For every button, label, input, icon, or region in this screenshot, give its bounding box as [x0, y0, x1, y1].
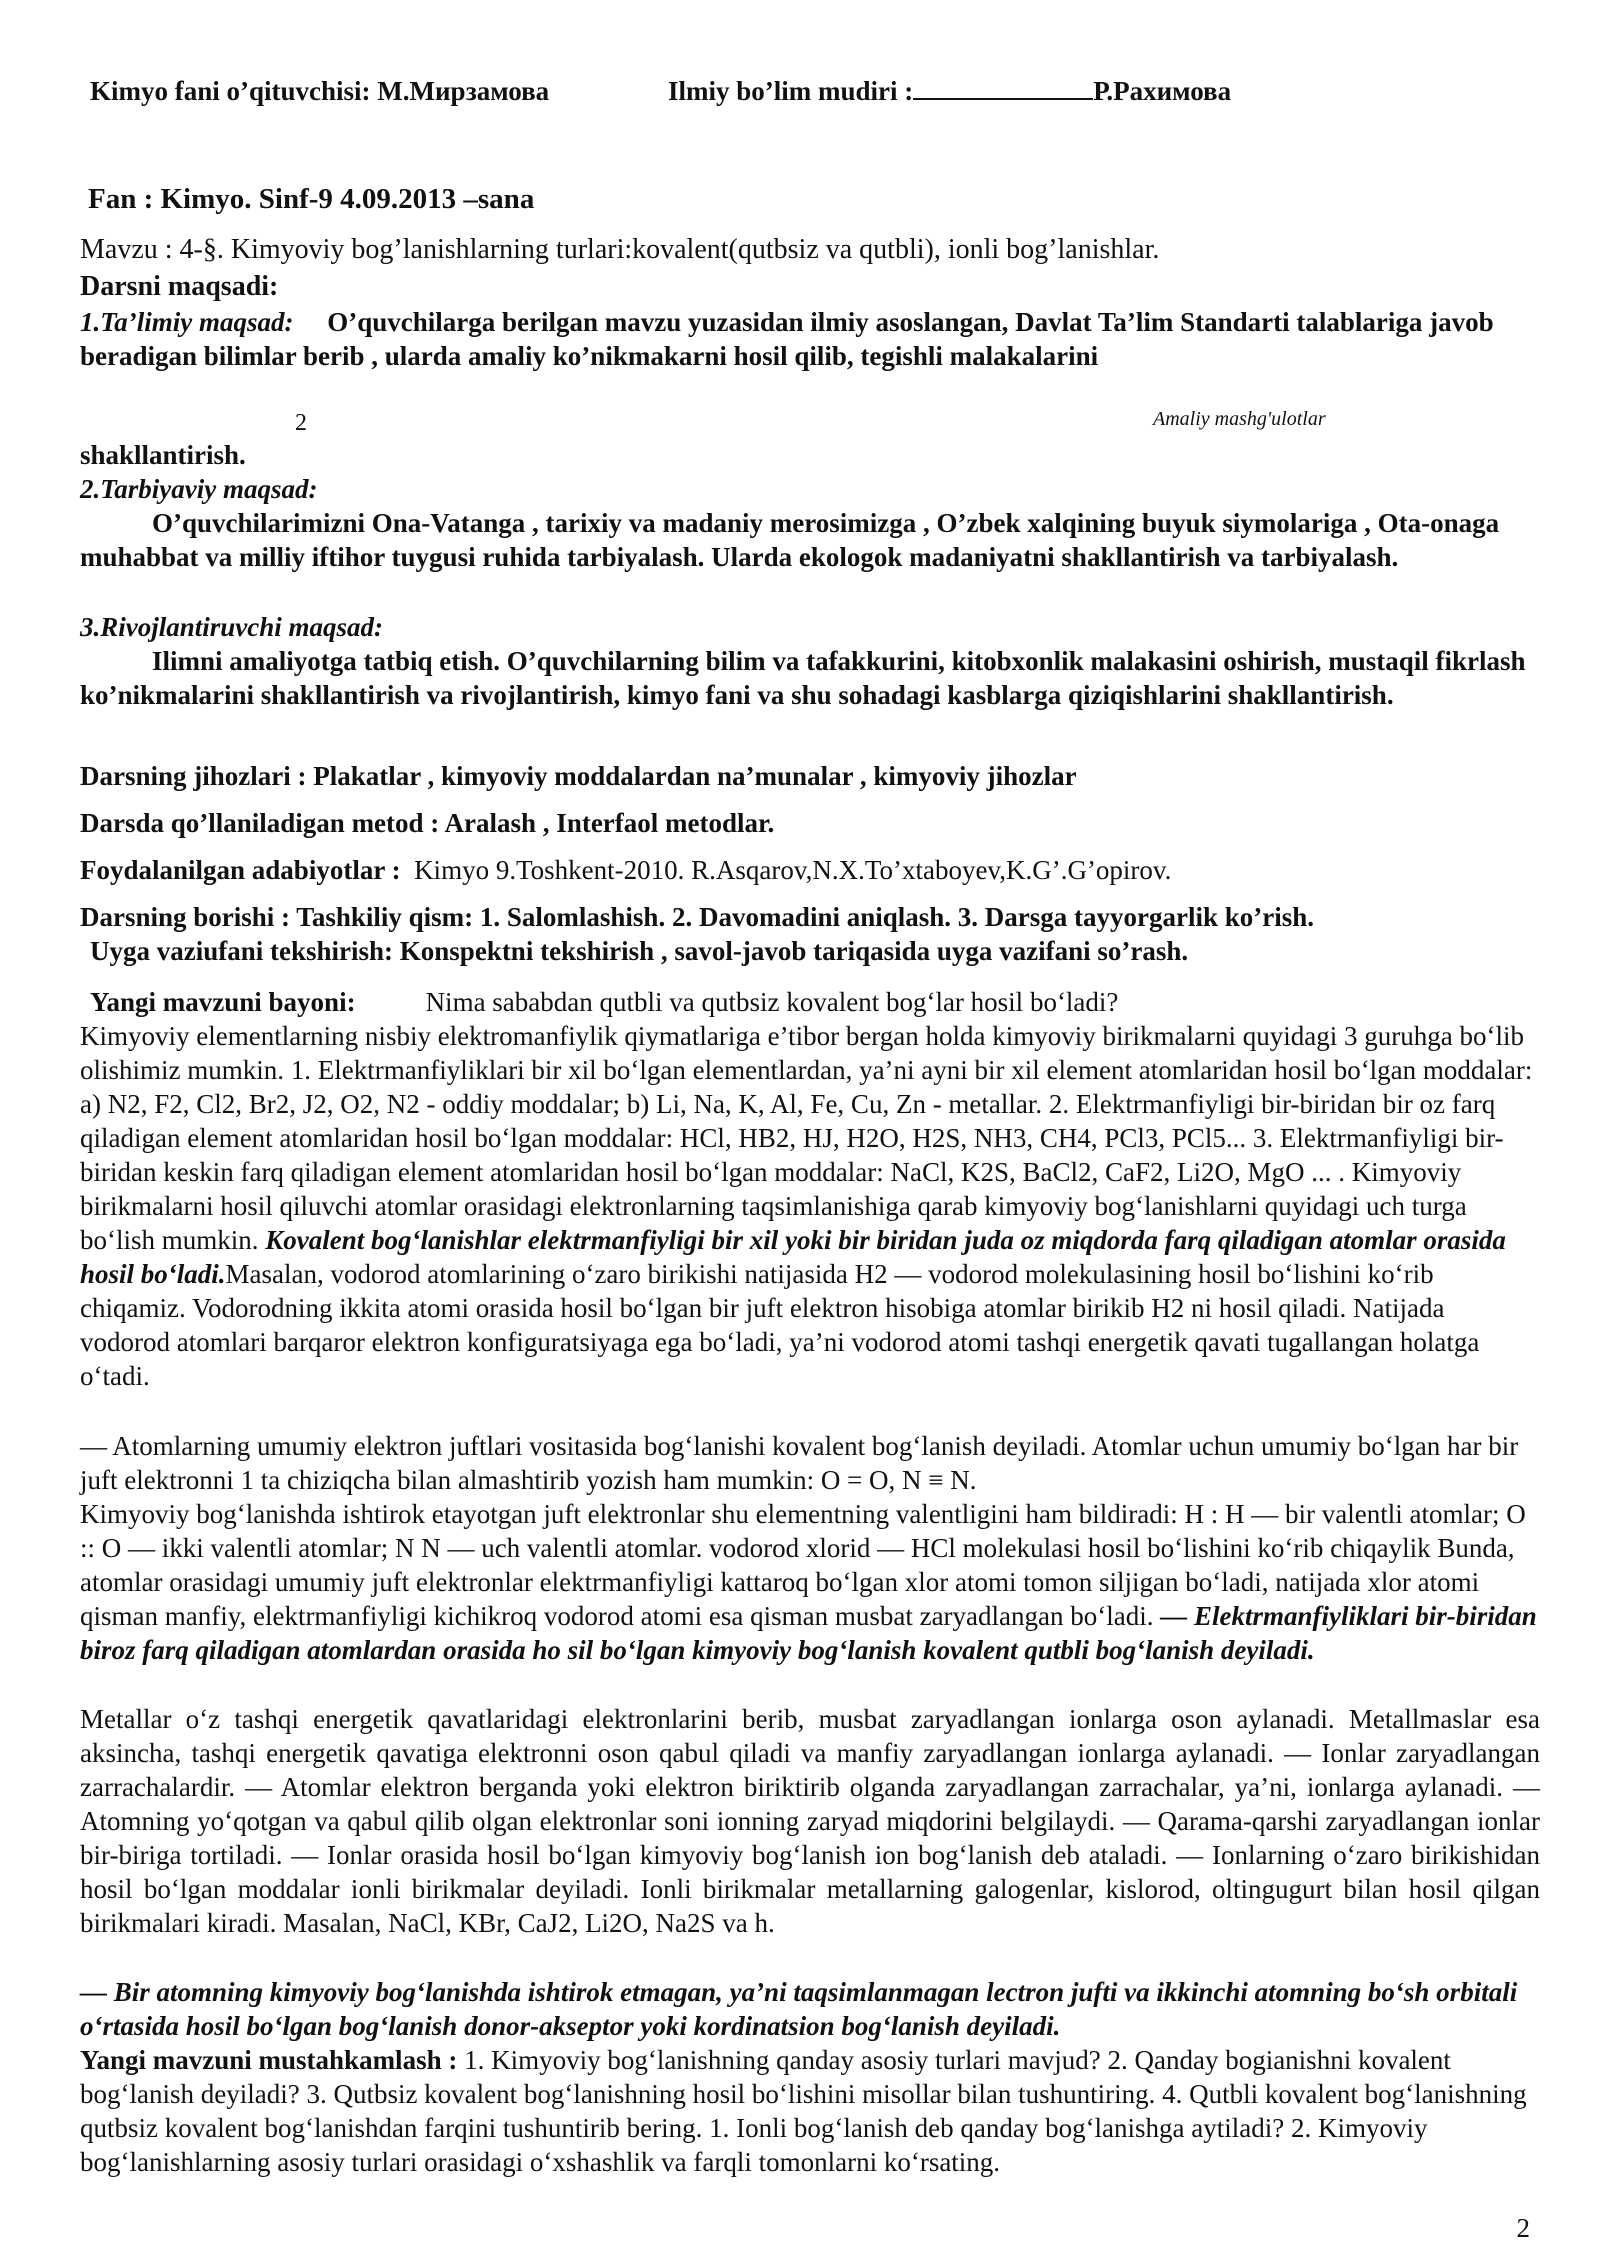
subject-line: Fan : Kimyo. Sinf-9 4.09.2013 –sana	[88, 183, 535, 215]
paragraph-3	[80, 1497, 1540, 1667]
signature-blank	[913, 76, 1093, 100]
goal-1-label: 1.Ta’limiy maqsad:	[80, 307, 294, 337]
page-number: 2	[1516, 2213, 1530, 2243]
goal-3-text: Ilimni amaliyotga tatbiq etish. O’quvchilarning bilim va tafakkurini, kitobxonlik malakasini oshirish, mustaqil fikrlash ko’nikmalarini shakllantirish va rivojlantirish, kimyo fani va shu sohadagi kasblarga qiziqishlarini shakllantirish.	[80, 646, 1526, 710]
overlay-label: Amaliy mashg'ulotlar	[1153, 408, 1326, 430]
goal-3-label: 3.Rivojlantiruvchi maqsad:	[80, 612, 384, 642]
literature-text: Kimyo 9.Toshkent-2010. R.Asqarov,N.X.To’xtaboyev,K.G’.G’opirov.	[414, 855, 1172, 885]
paragraph-1-definition: Kovalent bog‘lanishlar elektrmanfiyligi bir xil yoki bir biridan juda oz miqdorda farq qiladigan atomlar orasida hosil bo‘ladi.	[80, 1225, 1506, 1289]
review-text: 1. Kimyoviy bog‘lanishning qanday asosiy turlari mavjud? 2. Qanday bogianishni kovalent bog‘lanish deyiladi? 3. Qutbsiz kovalent bog‘lanishning hosil bo‘lishini misollar bilan tushuntiring. 4. Qutbli kovalent bog‘lanishning qutbsiz kovalent bog‘lanishdan farqini tushuntirib bering. 1. Ionli bog‘lanish deb qanday bog‘lanishga aytiladi? 2. Kimyoviy bog‘lanishlarning asosiy turlari orasidagi o‘xshashlik va farqli tomonlarni ko‘rsating.	[80, 2045, 1527, 2177]
goal-1-text: O’quvchilarga berilgan mavzu yuzasidan ilmiy asoslangan, Davlat Ta’lim Standarti talablariga javob beradigan bilimlar berib , ularda amaliy ko’nikmakarni hosil qilib, tegishli malakalarini	[80, 307, 1494, 371]
goal-2-label: 2.Tarbiyaviy maqsad:	[80, 474, 318, 504]
head-name: Р.Рахимова	[1093, 76, 1232, 106]
literature-line	[80, 853, 1540, 887]
literature-label: Foydalanilgan adabiyotlar :	[80, 855, 401, 885]
lesson-progress-line-1: Darsning borishi : Tashkiliy qism: 1. Salomlashish. 2. Davomadini aniqlash. 3. Darsga tayyorgarlik ko’rish.	[80, 902, 1315, 932]
header	[90, 76, 1232, 107]
paragraph-4: Metallar o‘z tashqi energetik qavatlaridagi elektronlarini berib, musbat zaryadlangan ionlarga oson aylanadi. Metallmaslar esa aksincha, tashqi energetik qavatiga elektronni oson qabul qiladi va manfiy zaryadlangan ionlarga aylanadi. — Ionlar zaryadlangan zarrachalardir. — Atomlar elektron berganda yoki elektron biriktirib olganda zaryadlangan zarrachalar, ya’ni, ionlarga aylanadi. — Atomning yo‘qotgan va qabul qilib olgan elektronlar soni ionning zaryad miqdorini belgilaydi. — Qarama-qarshi zaryadlangan ionlar bir-biriga tortiladi. — Ionlar orasida hosil bo‘lgan kimyoviy bog‘lanish ion bog‘lanish deb ataladi. — Ionlarning o‘zaro birikishidan hosil bo‘lgan moddalar ionli birikmalar deyiladi. Ionli birikmalar metallarning galogenlar, kislorod, oltingugurt bilan hosil qilgan birikmalari kiradi. Masalan, NaCl, KBr, CaJ2, Li2O, Na2S va h.	[80, 1704, 1540, 1938]
paragraph-3-text: Kimyoviy bog‘lanishda ishtirok etayotgan juft elektronlar shu elementning valentligini ham bildiradi: H : H — bir valentli atomlar; O :: O — ikki valentli atomlar; N N — uch valentli atomlar. vodorod xlorid — HCl molekulasi hosil bo‘lishini ko‘rib chiqaylik Bunda, atomlar orasidagi umumiy juft elektronlar elektrmanfiyligi kattaroq bo‘lgan xlor atomi tomon siljigan bo‘ladi, natijada xlor atomi qisman manfiy, elektrmanfiyligi kichikroq vodorod atomi esa qisman musbat zaryadlangan bo‘ladi.	[80, 1499, 1526, 1631]
goal-2-text: O’quvchilarimizni Ona-Vatanga , tarixiy va madaniy merosimizga , O’zbek xalqining buyuk siymolariga , Ota-onaga muhabbat va milliy iftihor tuygusi ruhida tarbiyalash. Ularda ekologok madaniyatni shakllantirish va tarbiyalash.	[80, 508, 1500, 572]
goal-1-tail: shakllantirish.	[80, 440, 246, 470]
new-topic-heading	[90, 985, 1550, 1019]
review-label: Yangi mavzuni mustahkamlash :	[80, 2045, 458, 2075]
topic-line: Mavzu : 4-§. Kimyoviy bog’lanishlarning turlari:kovalent(qutbsiz va qutbli), ionli bog’lanishlar.	[80, 234, 1160, 265]
lesson-progress-line-2: Uyga vaziufani tekshirish: Konspektni tekshirish , savol-javob tariqasida uyga vazifani so’rash.	[90, 936, 1189, 966]
head-label: Ilmiy bo’lim mudiri :	[668, 76, 914, 106]
goals-title: Darsni maqsadi:	[80, 271, 279, 302]
paragraph-3-definition: — Elektrmanfiyliklari bir-biridan biroz farq qiladigan atomlardan orasida ho sil bo‘lgan kimyoviy bog‘lanish kovalent qutbli bog‘lanish deyiladi.	[80, 1601, 1537, 1665]
new-topic-question: Nima sababdan qutbli va qutbsiz kovalent bog‘lar hosil bo‘ladi?	[425, 987, 1119, 1017]
paragraph-1-text: Kimyoviy elementlarning nisbiy elektromanfiylik qiymatlariga e’tibor bergan holda kimyoviy birikmalarni quyidagi 3 guruhga bo‘lib olishimiz mumkin. 1. Elektrmanfiyliklari bir xil bo‘lgan elementlardan, ya’ni ayni bir xil element atomlaridan hosil bo‘lgan moddalar: a) N2, F2, Cl2, Br2, J2, O2, N2 - oddiy moddalar; b) Li, Na, K, Al, Fe, Cu, Zn - metallar. 2. Elektrmanfiyligi bir-biridan bir oz farq qiladigan element atomlaridan hosil bo‘lgan moddalar: HCl, HB2, HJ, H2O, H2S, NH3, CH4, PCl3, PCl5... 3. Elektrmanfiyligi bir-biridan keskin farq qiladigan element atomlaridan hosil bo‘lgan moddalar: NaCl, K2S, BaCl2, CaF2, Li2O, MgO ... . Kimyoviy birikmalarni hosil qiluvchi atomlar orasidagi elektronlarning taqsimlanishiga qarab kimyoviy bog‘lanishlarni quyidagi uch turga bo‘lish mumkin.	[80, 1021, 1533, 1255]
head-of-department	[668, 76, 1231, 107]
paragraph-1	[80, 1019, 1540, 1393]
overlay-number: 2	[295, 410, 307, 436]
paragraph-2: — Atomlarning umumiy elektron juftlari vositasida bog‘lanishi kovalent bog‘lanish deyiladi. Atomlar uchun umumiy bo‘lgan har bir juft elektronni 1 ta chiziqcha bilan almashtirib yozish ham mumkin: O = O, N ≡ N.	[80, 1431, 1519, 1495]
paragraph-5: — Bir atomning kimyoviy bog‘lanishda ishtirok etmagan, ya’ni taqsimlanmagan lectron jufti va ikkinchi atomning bo‘sh orbitali o‘rtasida hosil bo‘lgan bog‘lanish donor-akseptor yoki kordinatsion bog‘lanish deyiladi.	[80, 1977, 1518, 2041]
goal-1	[80, 305, 1540, 373]
teacher-name: Kimyo fani o’qituvchisi: М.Мирзамова	[90, 76, 550, 106]
new-topic-label: Yangi mavzuni bayoni:	[90, 987, 356, 1017]
paragraph-1-example: Masalan, vodorod atomlarining o‘zaro birikishi natijasida H2 — vodorod molekulasining hosil bo‘lishini ko‘rib chiqamiz. Vodorodning ikkita atomi orasida hosil bo‘lgan bir juft elektron hisobiga atomlar birikib H2 ni hosil qiladi. Natijada vodorod atomlari barqaror elektron konfiguratsiyaga ega bo‘ladi, ya’ni vodorod atomi tashqi energetik qavati tugallangan holatga o‘tadi.	[80, 1259, 1480, 1391]
review-section	[80, 2043, 1540, 2179]
equipment-line: Darsning jihozlari : Plakatlar , kimyoviy moddalardan na’munalar , kimyoviy jihozlar	[80, 761, 1077, 791]
method-line: Darsda qo’llaniladigan metod : Aralash , Interfaol metodlar.	[80, 808, 775, 838]
